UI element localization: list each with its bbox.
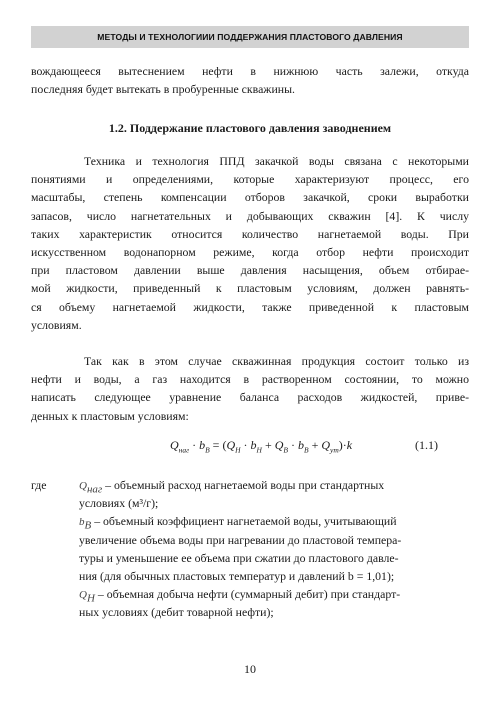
eq-sub: B bbox=[283, 445, 288, 455]
text-line: запасов, число нагнетательных и добывающих скважин [4]. К числу bbox=[31, 208, 469, 223]
eq-sub: H bbox=[256, 445, 262, 455]
running-header-title: МЕТОДЫ И ТЕХНОЛОГИИИ ПОДДЕРЖАНИЯ ПЛАСТОВОГО ДАВЛЕНИЯ bbox=[97, 32, 403, 42]
def-symbol-sub: H bbox=[86, 592, 95, 605]
equation-number: (1.1) bbox=[415, 438, 438, 452]
text-line: ся объему нагнетаемой жидкости, также приведенной к пластовым bbox=[31, 299, 469, 314]
paragraph-2 bbox=[31, 352, 469, 425]
eq-q: Q bbox=[226, 438, 236, 452]
text-line: увеличение объема воды при нагревании до пластовой темпера- bbox=[79, 532, 402, 547]
text-line: последняя будет вытекать в пробуренные скважины. bbox=[31, 82, 295, 97]
def-symbol-sub: наг bbox=[86, 483, 103, 496]
balance-equation: $Q_{наг} \cdot b_B = (Q_H \cdot b_H + Q_B \cdot b_B + Q_{ут})\cdot k$ bbox=[170, 438, 353, 455]
definition-item bbox=[31, 476, 469, 512]
text-line: условиях (м³/г); bbox=[79, 496, 159, 511]
intro-text bbox=[31, 62, 469, 98]
text-line: денных к пластовым условиям: bbox=[31, 408, 189, 423]
def-symbol: Q bbox=[79, 589, 87, 602]
paragraph-1 bbox=[31, 152, 469, 334]
text-line: ния (для обычных пластовых температур и давлений b = 1,01); bbox=[79, 568, 395, 583]
eq-b: b bbox=[199, 438, 206, 452]
text-line: Техника и технология ППД закачкой воды связана с некоторыми bbox=[84, 154, 469, 168]
eq-q: Q bbox=[321, 438, 331, 452]
eq-k: k bbox=[346, 438, 353, 452]
text-line: понятиями и определениями, которые характеризуют процесс, его bbox=[31, 172, 469, 187]
running-header bbox=[31, 26, 469, 48]
section-heading: 1.2. Поддержание пластового давления заводнением bbox=[108, 121, 392, 135]
text-line: – объемный расход нагнетаемой воды при стандартных bbox=[105, 478, 385, 492]
definition-item bbox=[31, 512, 469, 585]
eq-sub: B bbox=[304, 445, 309, 455]
text-line: туры и уменьшение ее объема при сжатии до пластового давле- bbox=[79, 550, 399, 565]
eq-sub: B bbox=[205, 445, 210, 455]
text-line: условиям. bbox=[31, 317, 82, 332]
def-symbol: Q bbox=[79, 480, 87, 492]
text-line: масштабы, степень компенсации отборов закачкой, сроки выработки bbox=[31, 190, 469, 205]
text-line: искусственном водонапорном режиме, когда отбор нефти происходит bbox=[31, 244, 469, 259]
definition-item bbox=[31, 585, 469, 621]
eq-b: b bbox=[298, 438, 304, 452]
definitions-where-label: где bbox=[31, 478, 47, 492]
eq-sub: H bbox=[235, 445, 241, 455]
eq-sub: ут bbox=[330, 445, 339, 455]
text-line: – объемная добыча нефти (суммарный дебит) при стандарт- bbox=[97, 587, 401, 602]
eq-q: Q bbox=[274, 438, 284, 452]
text-line: при пластовом давлении выше давления насыщения, объем отбирае- bbox=[31, 263, 469, 278]
def-symbol-sub: B bbox=[84, 519, 92, 532]
text-line: – объемный коэффициент нагнетаемой воды, учитывающий bbox=[94, 514, 397, 529]
text-line: таких характеристик относится количество нагнетаемой воды. При bbox=[31, 226, 469, 241]
text-line: написать следующее уравнение баланса расходов жидкостей, приве- bbox=[31, 390, 469, 405]
eq-sub: наг bbox=[178, 445, 190, 455]
page-number: 10 bbox=[244, 662, 256, 676]
text-line: ных условиях (дебит товарной нефти); bbox=[79, 605, 274, 620]
text-line: мой жидкости, приведенный к пластовым условиям, должен равнять- bbox=[31, 281, 469, 296]
eq-q-naz: Q bbox=[170, 438, 179, 452]
def-symbol: b bbox=[79, 516, 85, 529]
definitions bbox=[31, 476, 469, 622]
text-line: Так как в этом случае скважинная продукция состоит только из bbox=[84, 354, 469, 368]
text-line: вождающееся вытеснением нефти в нижнюю часть залежи, откуда bbox=[31, 64, 469, 78]
text-line: нефти и воды, а газ находится в растворенном состоянии, то можно bbox=[31, 372, 469, 387]
eq-b: b bbox=[250, 438, 257, 452]
